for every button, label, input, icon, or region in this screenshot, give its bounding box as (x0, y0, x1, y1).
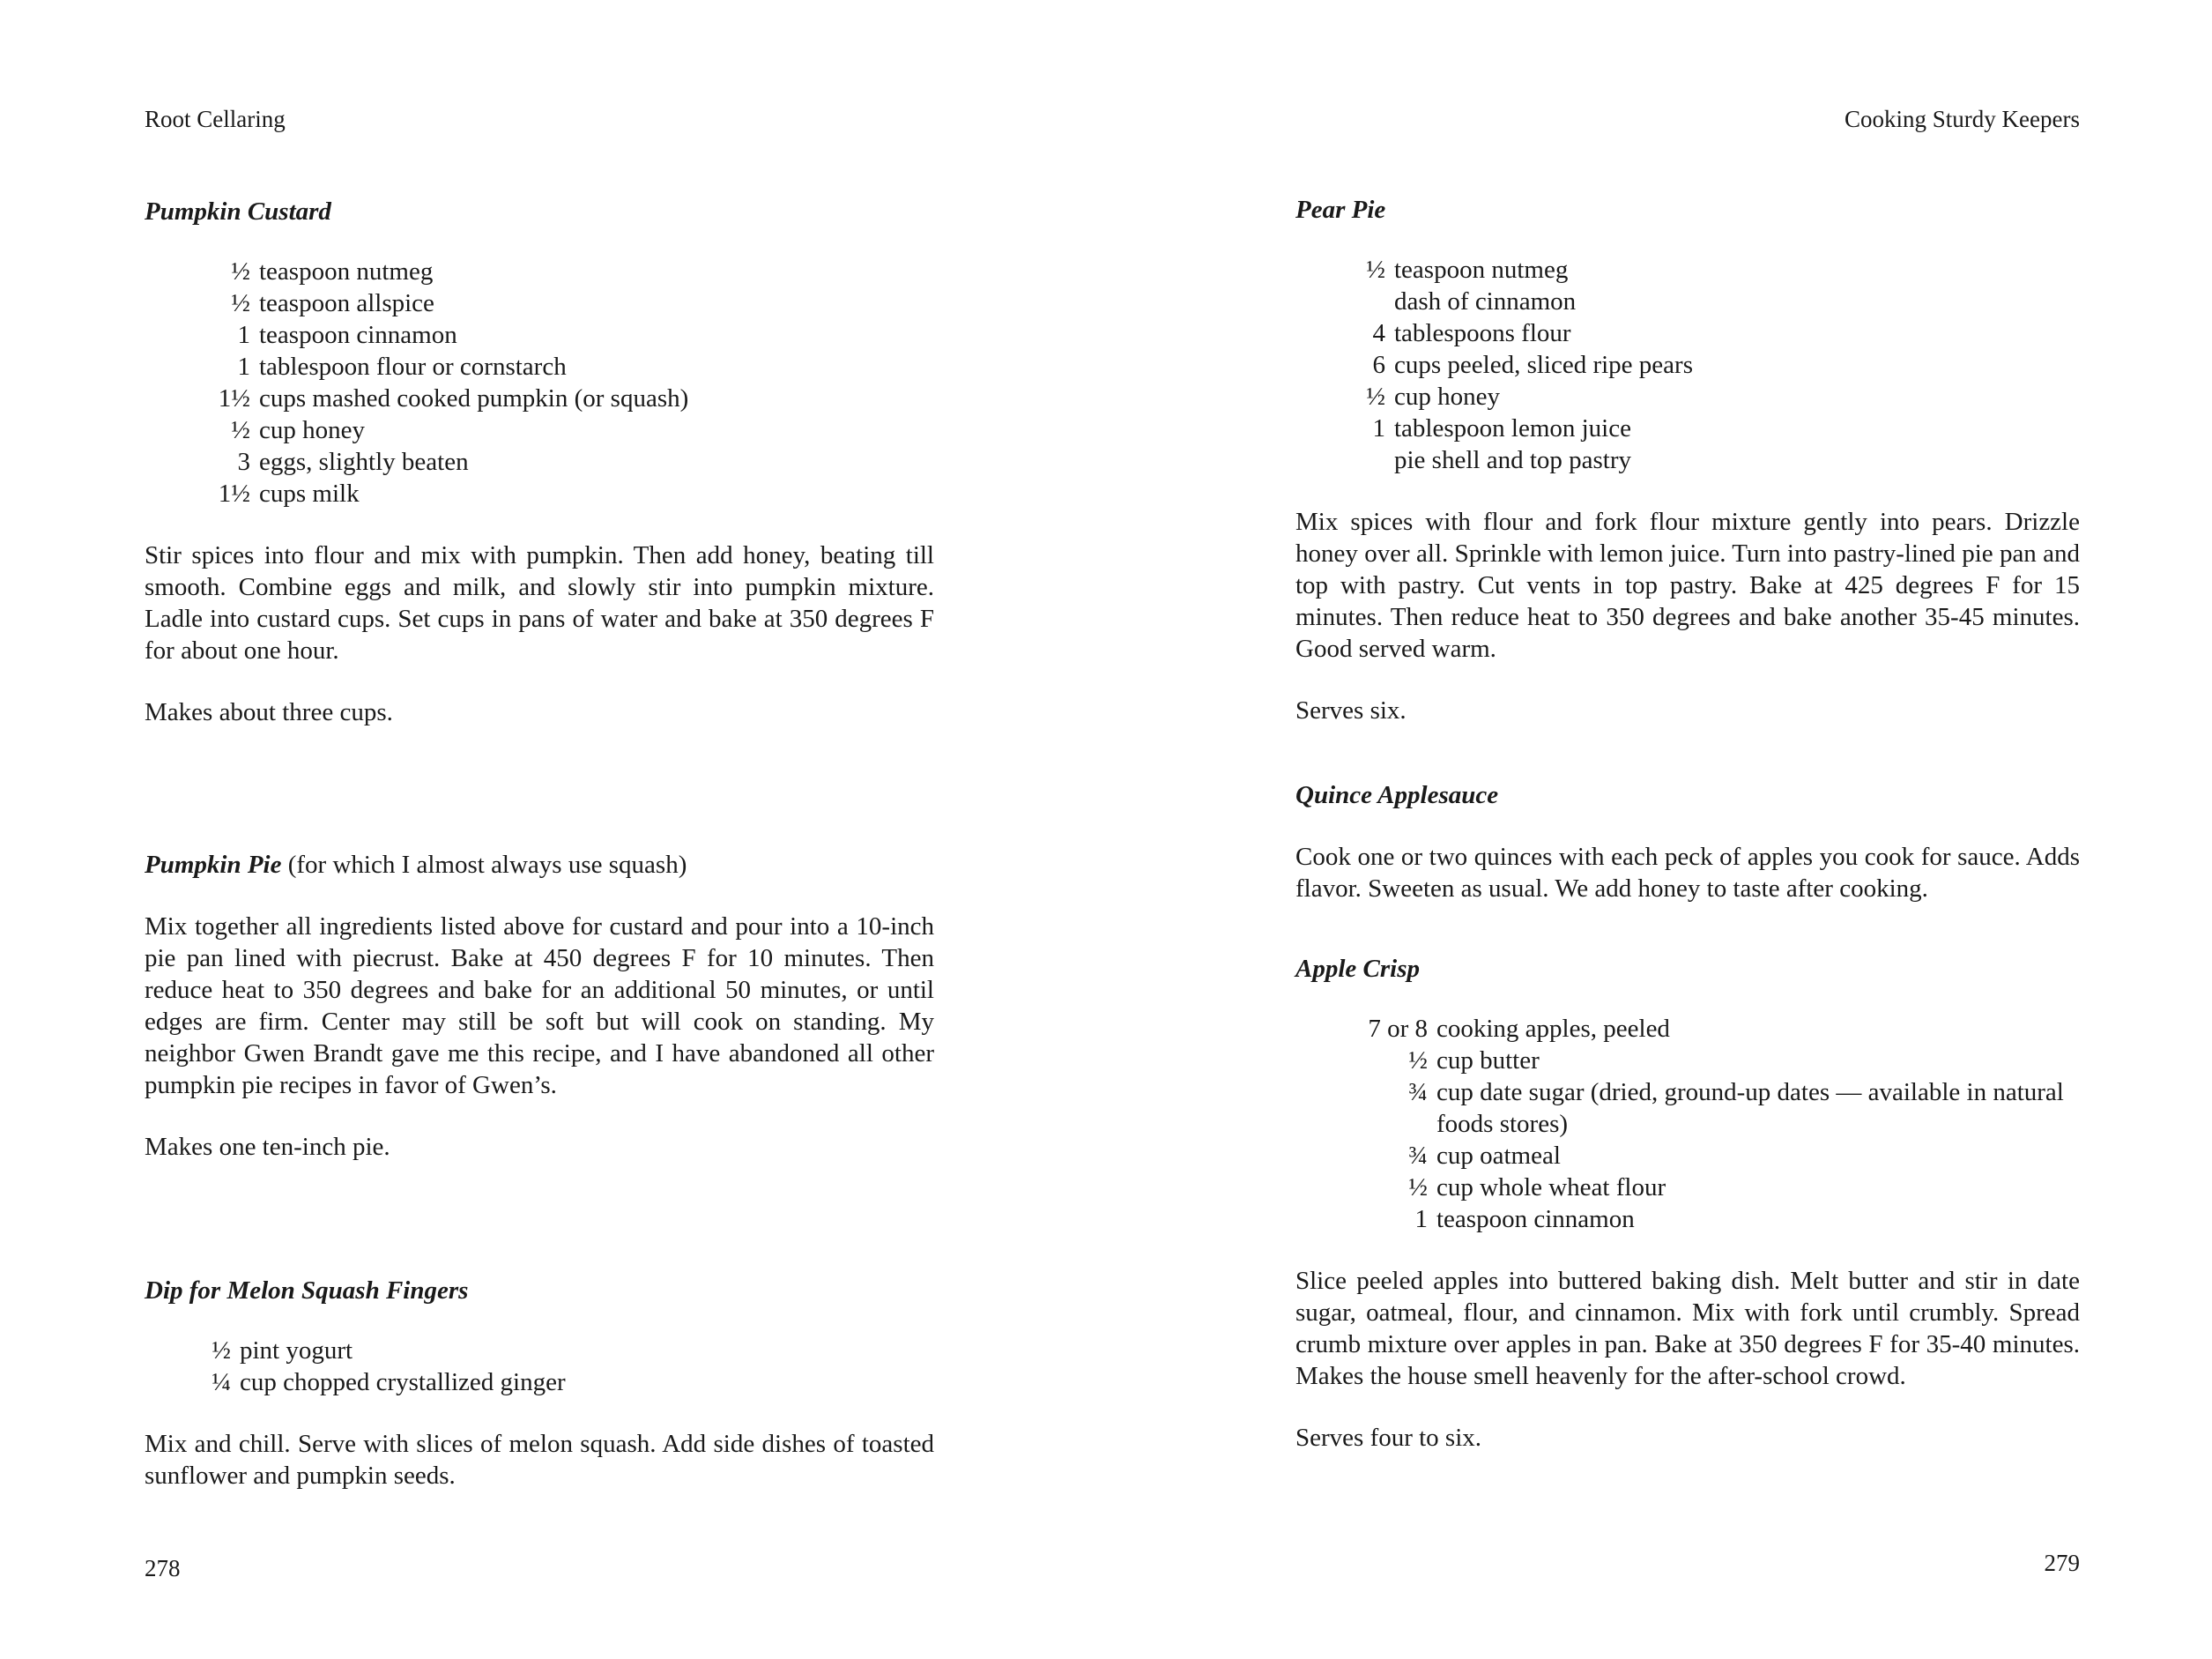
ingredient-description: cup oatmeal (1436, 1142, 1561, 1170)
ingredient-row (1347, 1203, 2080, 1235)
page-number-right: 279 (2044, 1550, 2080, 1576)
recipe-apple-crisp (1295, 953, 2080, 1454)
recipe-pumpkin-pie (145, 849, 934, 1163)
ingredient-description: teaspoon cinnamon (1436, 1205, 1635, 1233)
ingredient-row (196, 478, 934, 510)
ingredient-description: cup whole wheat flour (1436, 1173, 1666, 1201)
recipe-pumpkin-custard (145, 196, 934, 728)
ingredient-row (1347, 381, 2080, 413)
ingredient-row (196, 351, 934, 383)
ingredient-quantity: ¾ (1408, 1078, 1428, 1106)
recipe-title: Quince Applesauce (1295, 781, 1499, 809)
ingredient-quantity (1347, 444, 1394, 476)
ingredient-list (1347, 254, 2080, 476)
ingredient-row (1347, 349, 2080, 381)
ingredient-row (196, 1335, 934, 1366)
ingredient-row (1347, 1045, 2080, 1076)
ingredient-quantity: 1 (1414, 1205, 1428, 1233)
yield-paragraph: Serves four to six. (1295, 1424, 1482, 1452)
recipe-pear-pie (1295, 194, 2080, 726)
ingredient-description: tablespoons flour (1394, 319, 1571, 347)
ingredient-quantity: 1 (1372, 414, 1385, 443)
ingredient-list (196, 1335, 934, 1398)
ingredient-quantity: ½ (1408, 1046, 1428, 1075)
ingredient-quantity: 6 (1372, 351, 1385, 379)
ingredient-description: cups milk (259, 480, 360, 508)
method-paragraph: Stir spices into flour and mix with pumpkin. Then add honey, beating till smooth. Combine eggs and milk, and slowly stir into pumpkin mixture. Ladle into custard cups. Set cups in pans of water and bake at 350 degrees F for about one hour. (145, 541, 934, 665)
right-page (1295, 0, 2080, 1659)
ingredient-quantity: ¼ (212, 1368, 231, 1396)
ingredient-row (196, 446, 934, 478)
ingredient-description: tablespoon flour or cornstarch (259, 353, 567, 381)
ingredient-quantity: ½ (1408, 1173, 1428, 1201)
method-paragraph: Mix and chill. Serve with slices of melon squash. Add side dishes of toasted sunflower and pumpkin seeds. (145, 1430, 934, 1490)
recipe-quince-applesauce (1295, 779, 2080, 904)
method-paragraph: Cook one or two quinces with each peck of apples you cook for sauce. Adds flavor. Sweeten as usual. We add honey to taste after cooking. (1295, 843, 2080, 903)
ingredient-quantity: 1 (237, 321, 250, 349)
recipe-title: Dip for Melon Squash Fingers (145, 1276, 469, 1305)
ingredient-row (1347, 1076, 2080, 1140)
ingredient-list (1347, 1013, 2080, 1235)
ingredient-row (1347, 413, 2080, 444)
ingredient-quantity: 1 (237, 353, 250, 381)
ingredient-quantity: ½ (231, 289, 250, 317)
running-head-left: Root Cellaring (145, 106, 286, 132)
ingredient-row (1347, 1172, 2080, 1203)
recipe-title: Pear Pie (1295, 196, 1386, 224)
ingredient-row (1347, 254, 2080, 286)
ingredient-quantity: ½ (1366, 383, 1385, 411)
ingredient-quantity: ¾ (1408, 1142, 1428, 1170)
recipe-dip-melon-squash (145, 1275, 934, 1492)
ingredient-description: cup date sugar (dried, ground-up dates — available in natural foods stores) (1436, 1078, 2064, 1138)
method-paragraph: Mix together all ingredients listed above for custard and pour into a 10-inch pie pan lined with piecrust. Bake at 450 degrees F for 10 minutes. Then reduce heat to 350 degrees and bake for an additional 50 minutes, or until edges are firm. Center may still be soft but will cook on standing. My neighbor Gwen Brandt gave me this recipe, and I have abandoned all other pumpkin pie recipes in favor of Gwen’s. (145, 912, 934, 1099)
ingredient-description: cup honey (1394, 383, 1500, 411)
ingredient-description: cup chopped crystallized ginger (240, 1368, 566, 1396)
left-page (145, 0, 934, 1659)
running-head-right: Cooking Sturdy Keepers (1845, 106, 2080, 132)
ingredient-description: tablespoon lemon juice (1394, 414, 1631, 443)
ingredient-row (1347, 286, 2080, 317)
recipe-title: Pumpkin Custard (145, 197, 331, 226)
ingredient-row (196, 287, 934, 319)
ingredient-row (1347, 1140, 2080, 1172)
ingredient-row (196, 383, 934, 414)
ingredient-description: pint yogurt (240, 1336, 353, 1365)
ingredient-description: teaspoon cinnamon (259, 321, 457, 349)
ingredient-description: teaspoon nutmeg (259, 257, 434, 286)
ingredient-row (196, 256, 934, 287)
ingredient-quantity: 1½ (218, 480, 250, 508)
ingredient-description: teaspoon allspice (259, 289, 434, 317)
ingredient-description: teaspoon nutmeg (1394, 256, 1569, 284)
ingredient-row (196, 1366, 934, 1398)
ingredient-quantity: ½ (212, 1336, 231, 1365)
ingredient-quantity (1347, 286, 1394, 317)
page-number-left: 278 (145, 1555, 181, 1581)
method-paragraph: Mix spices with flour and fork flour mixture gently into pears. Drizzle honey over all. Sprinkle with lemon juice. Turn into pastry-lined pie pan and top with pastry. Cut vents in top pastry. Bake at 425 degrees F for 15 minutes. Then reduce heat to 350 degrees and bake another 35-45 minutes. Good served warm. (1295, 508, 2080, 663)
ingredient-quantity: ½ (231, 257, 250, 286)
ingredient-quantity: ½ (231, 416, 250, 444)
ingredient-row (1347, 1013, 2080, 1045)
ingredient-row (1347, 444, 2080, 476)
ingredient-quantity: 3 (237, 448, 250, 476)
method-paragraph: Slice peeled apples into buttered baking dish. Melt butter and stir in date sugar, oatmeal, flour, and cinnamon. Mix with fork until crumbly. Spread crumb mixture over apples in pan. Bake at 350 degrees F for 35-40 minutes. Makes the house smell heavenly for the after-school crowd. (1295, 1267, 2080, 1390)
recipe-title: Apple Crisp (1295, 955, 1420, 983)
ingredient-description: cooking apples, peeled (1436, 1015, 1670, 1043)
yield-paragraph: Makes one ten-inch pie. (145, 1133, 390, 1161)
ingredient-description: cup butter (1436, 1046, 1540, 1075)
yield-paragraph: Makes about three cups. (145, 698, 393, 726)
ingredient-description: cup honey (259, 416, 365, 444)
ingredient-row (196, 414, 934, 446)
ingredient-description: pie shell and top pastry (1394, 446, 1632, 474)
yield-paragraph: Serves six. (1295, 696, 1407, 725)
ingredient-description: cups peeled, sliced ripe pears (1394, 351, 1693, 379)
ingredient-description: dash of cinnamon (1394, 287, 1577, 316)
ingredient-description: eggs, slightly beaten (259, 448, 469, 476)
ingredient-row (1347, 317, 2080, 349)
recipe-title: Pumpkin Pie (for which I almost always use squash) (145, 851, 687, 879)
ingredient-quantity: 4 (1372, 319, 1385, 347)
ingredient-description: cups mashed cooked pumpkin (or squash) (259, 384, 689, 413)
ingredient-quantity: 7 or 8 (1368, 1015, 1428, 1043)
ingredient-quantity: ½ (1366, 256, 1385, 284)
ingredient-list (196, 256, 934, 510)
ingredient-row (196, 319, 934, 351)
ingredient-quantity: 1½ (218, 384, 250, 413)
